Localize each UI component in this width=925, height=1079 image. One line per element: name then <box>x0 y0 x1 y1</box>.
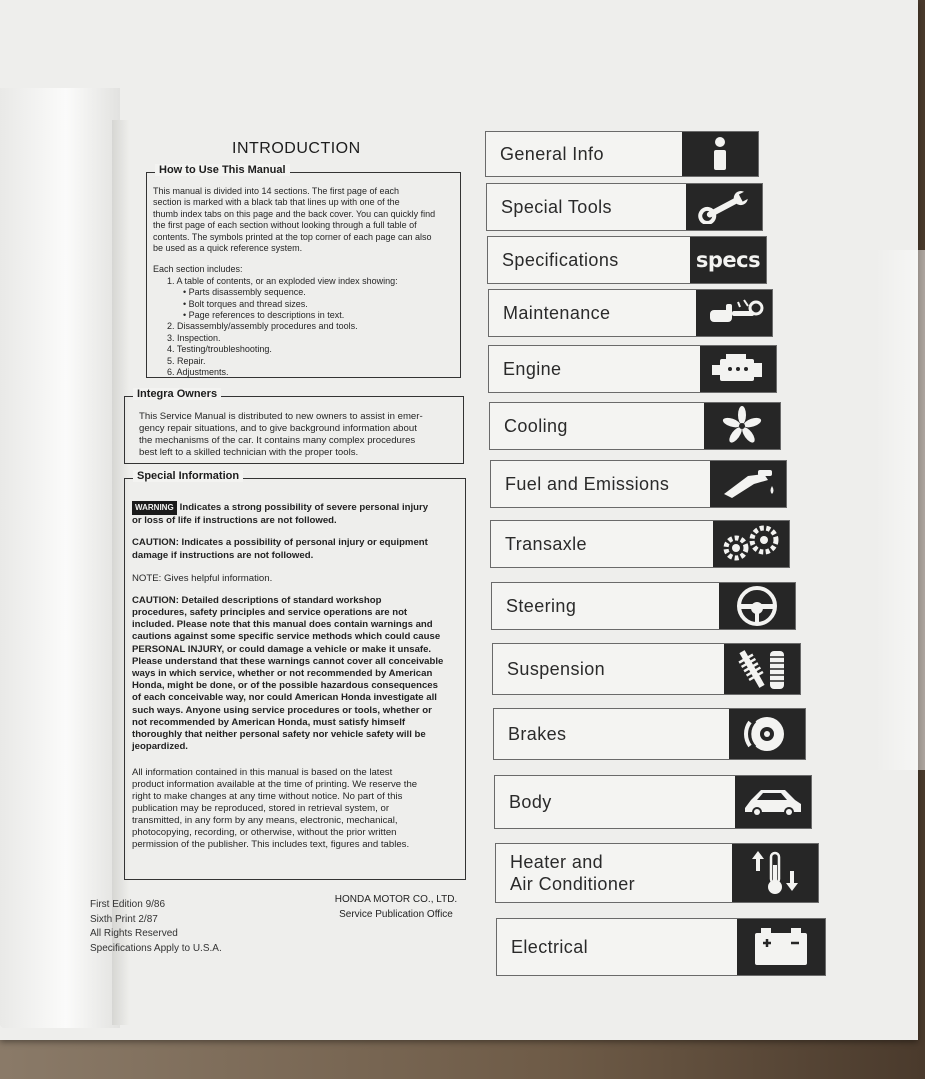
warning-line: WARNING Indicates a strong possibility of severe personal injury <box>132 501 460 515</box>
shock-absorber-icon <box>724 644 800 694</box>
hand-wrench-icon <box>696 290 772 336</box>
fuel-nozzle-icon <box>710 461 786 507</box>
special-info-box <box>124 470 466 880</box>
caution-detail-line: of each conceivable way, nor could American Honda investigate all <box>132 692 437 704</box>
thermometer-icon <box>732 844 818 902</box>
gears-icon <box>713 521 789 567</box>
rights-line: All information contained in this manual is based on the latest <box>132 767 393 779</box>
caution-detail-line: Please understand that these warnings cannot cover all conceivable <box>132 655 444 667</box>
page-curl <box>0 88 120 1028</box>
includes-item: • Parts disassembly sequence. <box>183 287 306 298</box>
tab-maintenance[interactable]: Maintenance <box>488 289 773 337</box>
how-to-use-line: be used as a quick reference system. <box>153 243 303 254</box>
how-to-use-line: section is marked with a black tab that lines up with one of the <box>153 197 400 208</box>
tab-special-tools[interactable]: Special Tools <box>486 183 763 231</box>
warning-line: or loss of life if instructions are not followed. <box>132 515 337 527</box>
tab-suspension[interactable]: Suspension <box>492 643 801 695</box>
caution-detail-line: CAUTION: Detailed descriptions of standard workshop <box>132 594 382 606</box>
rights-line: photocopying, recording, or otherwise, without the prior written <box>132 827 397 839</box>
caution-line: CAUTION: Indicates a possibility of personal injury or equipment <box>132 537 428 549</box>
how-to-use-heading: How to Use This Manual <box>155 164 290 176</box>
edition-info: First Edition 9/86 Sixth Print 2/87 All Rights Reserved Specifications Apply to U.S.A. <box>90 899 222 954</box>
tab-heater-and-air-conditioner[interactable]: Heater and Air Conditioner <box>495 843 819 903</box>
integra-owners-line: gency repair situations, and to give background information about <box>139 423 417 434</box>
tab-body[interactable]: Body <box>494 775 812 829</box>
tab-cooling[interactable]: Cooling <box>489 402 781 450</box>
includes-item: • Page references to descriptions in text. <box>183 310 345 321</box>
engine-icon <box>700 346 776 392</box>
tab-steering[interactable]: Steering <box>491 582 796 630</box>
caution-detail-line: jeopardized. <box>132 741 188 753</box>
how-to-use-line: This manual is divided into 14 sections. The first page of each <box>153 186 399 196</box>
caution-detail-line: PERSONAL INJURY, or could damage a vehicle or make it unsafe. <box>132 643 432 655</box>
integra-owners-line: the mechanisms of the car. It contains many complex procedures <box>139 435 416 446</box>
rights-line: product information available at the time of printing. We reserve the <box>132 779 418 791</box>
plastic-wrap <box>875 250 925 770</box>
publisher-info: HONDA MOTOR CO., LTD. Service Publication Office <box>334 894 458 920</box>
page-title: INTRODUCTION <box>232 140 361 157</box>
tab-engine[interactable]: Engine <box>488 345 777 393</box>
tab-transaxle[interactable]: Transaxle <box>490 520 790 568</box>
how-to-use-line: the first page of each section without looking through a full table of <box>153 220 417 231</box>
battery-icon <box>737 919 825 975</box>
fan-icon <box>704 403 780 449</box>
includes-item: 5. Repair. <box>167 355 206 366</box>
caution-detail-line: ways in which service, whether or not recommended by American <box>132 668 433 680</box>
brake-disc-icon <box>729 709 805 759</box>
tab-fuel-and-emissions[interactable]: Fuel and Emissions <box>490 460 787 508</box>
caution-line: damage if instructions are not followed. <box>132 549 314 561</box>
caution-detail-line: included. Please note that this manual does contain warnings and <box>132 619 433 631</box>
special-info-heading: Special Information <box>133 470 243 482</box>
rights-line: permission of the publisher. This includes text, figures and tables. <box>132 839 410 851</box>
how-to-use-line: contents. The symbols printed at the top corner of each page can also <box>153 231 432 242</box>
rights-line: right to make changes at any time without notice. No part of this <box>132 791 403 803</box>
tab-electrical[interactable]: Electrical <box>496 918 826 976</box>
note-line: NOTE: Gives helpful information. <box>132 572 273 584</box>
integra-owners-line: best left to a skilled technician with the proper tools. <box>139 447 359 458</box>
includes-item: 4. Testing/troubleshooting. <box>167 344 272 355</box>
caution-detail-line: procedures, safety principles and service operations are not <box>132 607 408 619</box>
info-icon <box>682 132 758 176</box>
includes-item: • Bolt torques and thread sizes. <box>183 298 308 309</box>
rights-line: transmitted, in any form by any means, electronic, mechanical, <box>132 815 398 827</box>
caution-detail-line: such ways. Anyone using service procedures or tools, whether or <box>132 704 432 716</box>
integra-owners-heading: Integra Owners <box>133 388 221 400</box>
steering-wheel-icon <box>719 583 795 629</box>
car-body-icon <box>735 776 811 828</box>
includes-item: 6. Adjustments. <box>167 367 229 378</box>
tab-brakes[interactable]: Brakes <box>493 708 806 760</box>
includes-item: 2. Disassembly/assembly procedures and tools. <box>167 321 358 332</box>
rights-line: publication may be reproduced, stored in retrieval system, or <box>132 803 390 815</box>
caution-detail-line: cautions against some specific service methods which could cause <box>132 631 441 643</box>
tab-general-info[interactable]: General Info <box>485 131 759 177</box>
integra-owners-line: This Service Manual is distributed to new owners to assist in emer- <box>139 411 423 422</box>
wrench-icon <box>686 184 762 230</box>
includes-item: 3. Inspection. <box>167 332 221 343</box>
section-includes-label: Each section includes: <box>153 264 243 275</box>
how-to-use-box <box>146 164 461 378</box>
caution-detail-line: thoroughly that neither personal safety nor vehicle safety will be <box>132 729 426 741</box>
specs-icon: specs <box>690 237 766 283</box>
caution-detail-line: Honda, might be done, or of the possible hazardous consequences <box>132 680 438 692</box>
how-to-use-line: thumb index tabs on this page and the back cover. You can quickly find <box>153 208 436 219</box>
warning-badge: WARNING <box>132 501 177 515</box>
includes-item: 1. A table of contents, or an exploded view index showing: <box>167 275 398 286</box>
caution-detail-line: not recommended by American Honda, must satisfy himself <box>132 716 406 728</box>
integra-owners-box <box>124 388 464 464</box>
tab-specifications[interactable]: Specifications specs <box>487 236 767 284</box>
